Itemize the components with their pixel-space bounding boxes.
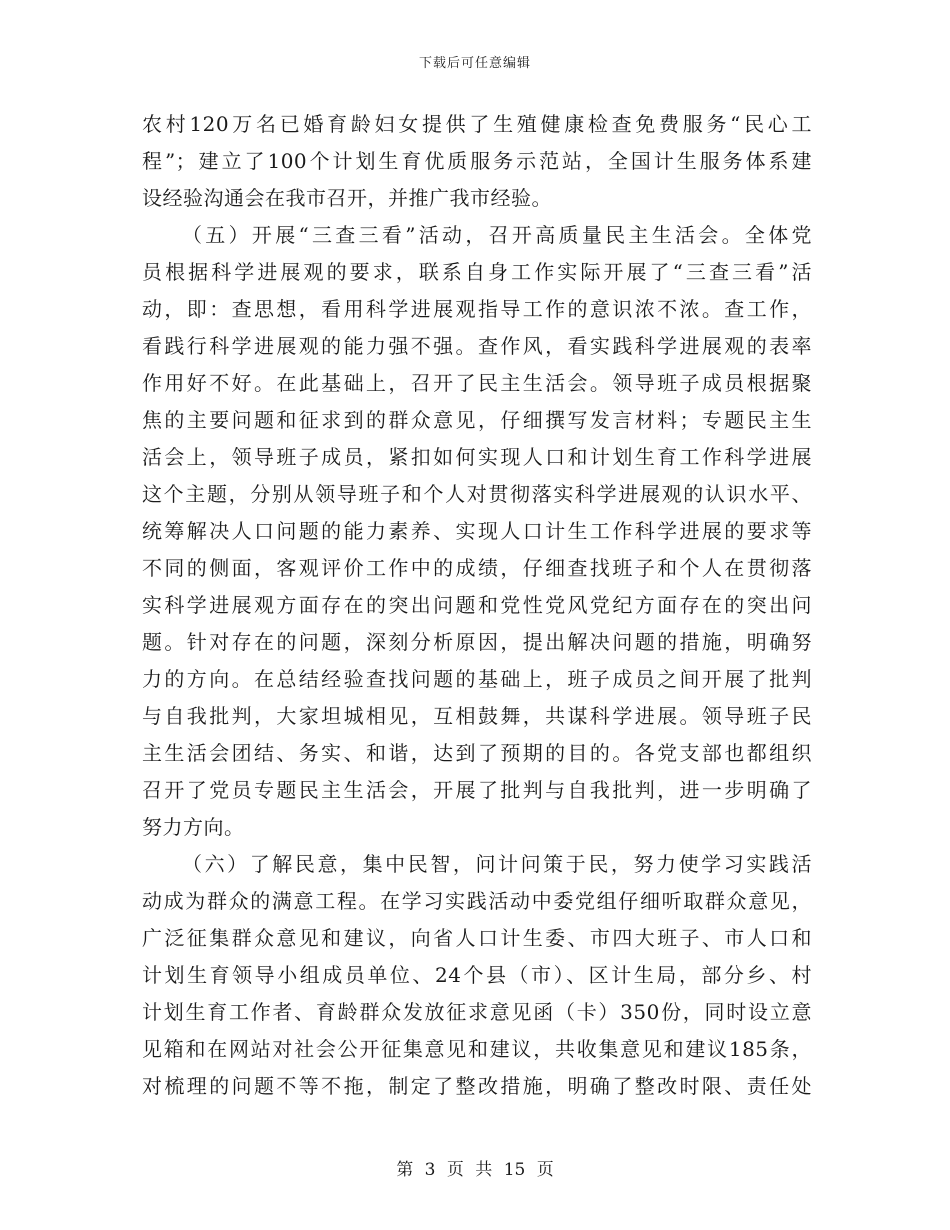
text-line: 程”；建立了100个计划生育优质服务示范站，全国计生服务体系建 xyxy=(142,149,812,173)
text-line: 广泛征集群众意见和建议，向省人口计生委、市四大班子、市人口和 xyxy=(142,926,812,950)
text-line: 见箱和在网站对社会公开征集意见和建议，共收集意见和建议185条， xyxy=(142,1037,812,1061)
text-line: 看践行科学进展观的能力强不强。查作风，看实践科学进展观的表率 xyxy=(142,334,812,358)
paragraph-start-line: （六）了解民意，集中民智，问计问策于民，努力使学习实践活 xyxy=(182,852,812,876)
text-line: 力的方向。在总结经验查找问题的基础上，班子成员之间开展了批判 xyxy=(142,667,812,691)
text-line: 与自我批判，大家坦城相见，互相鼓舞，共谋科学进展。领导班子民 xyxy=(142,704,812,728)
text-line: 计划生育工作者、育龄群众发放征求意见函（卡）350份，同时设立意 xyxy=(142,1000,812,1024)
page-number: 第 3 页 共 15 页 xyxy=(396,1160,554,1180)
text-line: 计划生育领导小组成员单位、24个县（市）、区计生局，部分乡、村 xyxy=(142,963,812,987)
text-line: 题。针对存在的问题，深刻分析原因，提出解决问题的措施，明确努 xyxy=(142,630,812,654)
paragraph-start-line: （五）开展“三查三看”活动，召开高质量民主生活会。全体党 xyxy=(182,223,812,247)
text-line: 活会上，领导班子成员，紧扣如何实现人口和计划生育工作科学进展 xyxy=(142,445,812,469)
text-line: 不同的侧面，客观评价工作中的成绩，仔细查找班子和个人在贯彻落 xyxy=(142,556,812,580)
text-line: 这个主题，分别从领导班子和个人对贯彻落实科学进展观的认识水平、 xyxy=(142,482,812,506)
text-line: 对梳理的问题不等不拖，制定了整改措施，明确了整改时限、责任处 xyxy=(142,1074,812,1098)
text-line: 员根据科学进展观的要求，联系自身工作实际开展了“三查三看”活 xyxy=(142,260,812,284)
document-body xyxy=(142,106,812,1105)
text-line: 实科学进展观方面存在的突出问题和党性党风党纪方面存在的突出问 xyxy=(142,593,812,617)
text-line: 召开了党员专题民主生活会，开展了批判与自我批判，进一步明确了 xyxy=(142,778,812,802)
text-line: 作用好不好。在此基础上，召开了民主生活会。领导班子成员根据聚 xyxy=(142,371,812,395)
text-line: 动成为群众的满意工程。在学习实践活动中委党组仔细听取群众意见， xyxy=(142,889,812,913)
page-header: 下载后可任意编辑 xyxy=(418,56,531,71)
text-line: 动，即：查思想，看用科学进展观指导工作的意识浓不浓。查工作， xyxy=(142,297,812,321)
text-line: 焦的主要问题和征求到的群众意见，仔细撰写发言材料；专题民主生 xyxy=(142,408,812,432)
text-line: 设经验沟通会在我市召开，并推广我市经验。 xyxy=(142,186,552,210)
text-line: 努力方向。 xyxy=(142,815,245,839)
text-line: 统筹解决人口问题的能力素养、实现人口计生工作科学进展的要求等 xyxy=(142,519,812,543)
text-line: 农村120万名已婚育龄妇女提供了生殖健康检查免费服务“民心工 xyxy=(142,112,812,136)
text-line: 主生活会团结、务实、和谐，达到了预期的目的。各党支部也都组织 xyxy=(142,741,812,765)
